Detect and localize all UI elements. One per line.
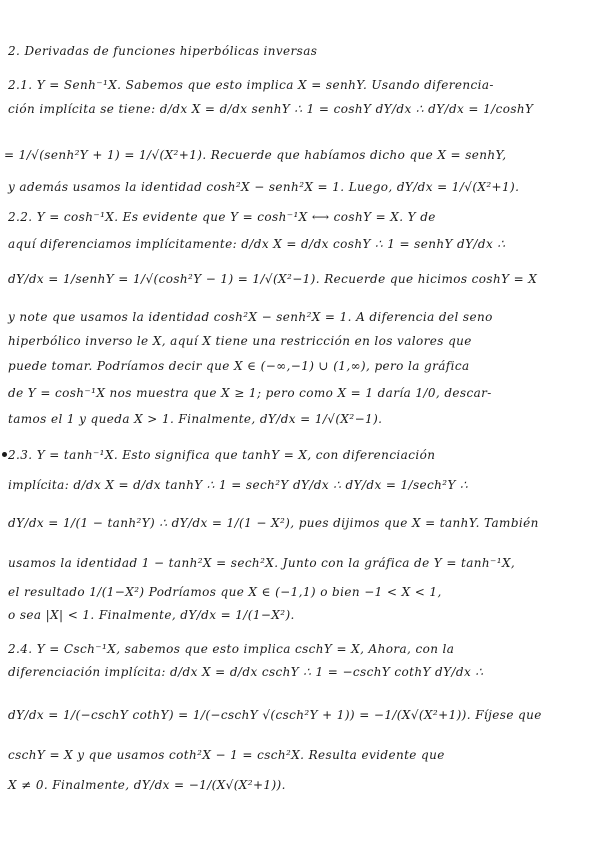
text-line-5: 2.2. Y = cosh⁻¹X. Es evidente que Y = cosh⁻¹X ⟷ coshY = X. Y de (8, 210, 436, 224)
text-line-8: y note que usamos la identidad cosh²X − senh²X = 1. A diferencia del seno (8, 310, 493, 324)
text-line-12: tamos el 1 y queda X > 1. Finalmente, dY/dx = 1/√(X²−1). (8, 412, 383, 426)
text-line-6: aquí diferenciamos implícitamente: d/dx X = d/dx coshY ∴ 1 = senhY dY/dx ∴ (8, 237, 506, 251)
text-line-1: 2.1. Y = Senh⁻¹X. Sabemos que esto implica X = senhY. Usando diferencia- (8, 78, 494, 92)
text-line-23: X ≠ 0. Finalmente, dY/dx = −1/(X√(X²+1)). (8, 778, 286, 792)
text-line-11: de Y = cosh⁻¹X nos muestra que X ≥ 1; pero como X = 1 daría 1/0, descar- (8, 386, 492, 400)
text-line-16: usamos la identidad 1 − tanh²X = sech²X. Junto con la gráfica de Y = tanh⁻¹X, (8, 556, 516, 570)
text-line-21: dY/dx = 1/(−cschY cothY) = 1/(−cschY √(csch²Y + 1)) = −1/(X√(X²+1)). Fíjese que (8, 708, 542, 722)
text-line-2: ción implícita se tiene: d/dx X = d/dx senhY ∴ 1 = coshY dY/dx ∴ dY/dx = 1/coshY (8, 102, 534, 116)
text-line-17: el resultado 1/(1−X²) Podríamos que X ∈ (−1,1) o bien −1 < X < 1, (8, 585, 442, 599)
text-line-9: hiperbólico inverso le X, aquí X tiene una restricción en los valores que (8, 334, 472, 348)
text-line-22: cschY = X y que usamos coth²X − 1 = csch²X. Resulta evidente que (8, 748, 445, 762)
margin-mark (2, 452, 7, 457)
text-line-4: y además usamos la identidad cosh²X − senh²X = 1. Luego, dY/dx = 1/√(X²+1). (8, 180, 520, 194)
text-line-20: diferenciación implícita: d/dx X = d/dx cschY ∴ 1 = −cschY cothY dY/dx ∴ (8, 665, 484, 679)
text-line-19: 2.4. Y = Csch⁻¹X, sabemos que esto implica cschY = X, Ahora, con la (8, 642, 455, 656)
text-line-15: dY/dx = 1/(1 − tanh²Y) ∴ dY/dx = 1/(1 − X²), pues dijimos que X = tanhY. También (8, 516, 539, 530)
page-title: 2. Derivadas de funciones hiperbólicas inversas (8, 44, 318, 58)
text-line-14: implícita: d/dx X = d/dx tanhY ∴ 1 = sech²Y dY/dx ∴ dY/dx = 1/sech²Y ∴ (8, 478, 469, 492)
text-line-3: = 1/√(senh²Y + 1) = 1/√(X²+1). Recuerde que habíamos dicho que X = senhY, (4, 148, 507, 162)
text-line-10: puede tomar. Podríamos decir que X ∈ (−∞,−1) ∪ (1,∞), pero la gráfica (8, 359, 470, 373)
text-line-7: dY/dx = 1/senhY = 1/√(cosh²Y − 1) = 1/√(X²−1). Recuerde que hicimos coshY = X (8, 272, 538, 286)
text-line-13: 2.3. Y = tanh⁻¹X. Esto significa que tanhY = X, con diferenciación (8, 448, 436, 462)
text-line-18: o sea |X| < 1. Finalmente, dY/dx = 1/(1−X²). (8, 608, 295, 622)
